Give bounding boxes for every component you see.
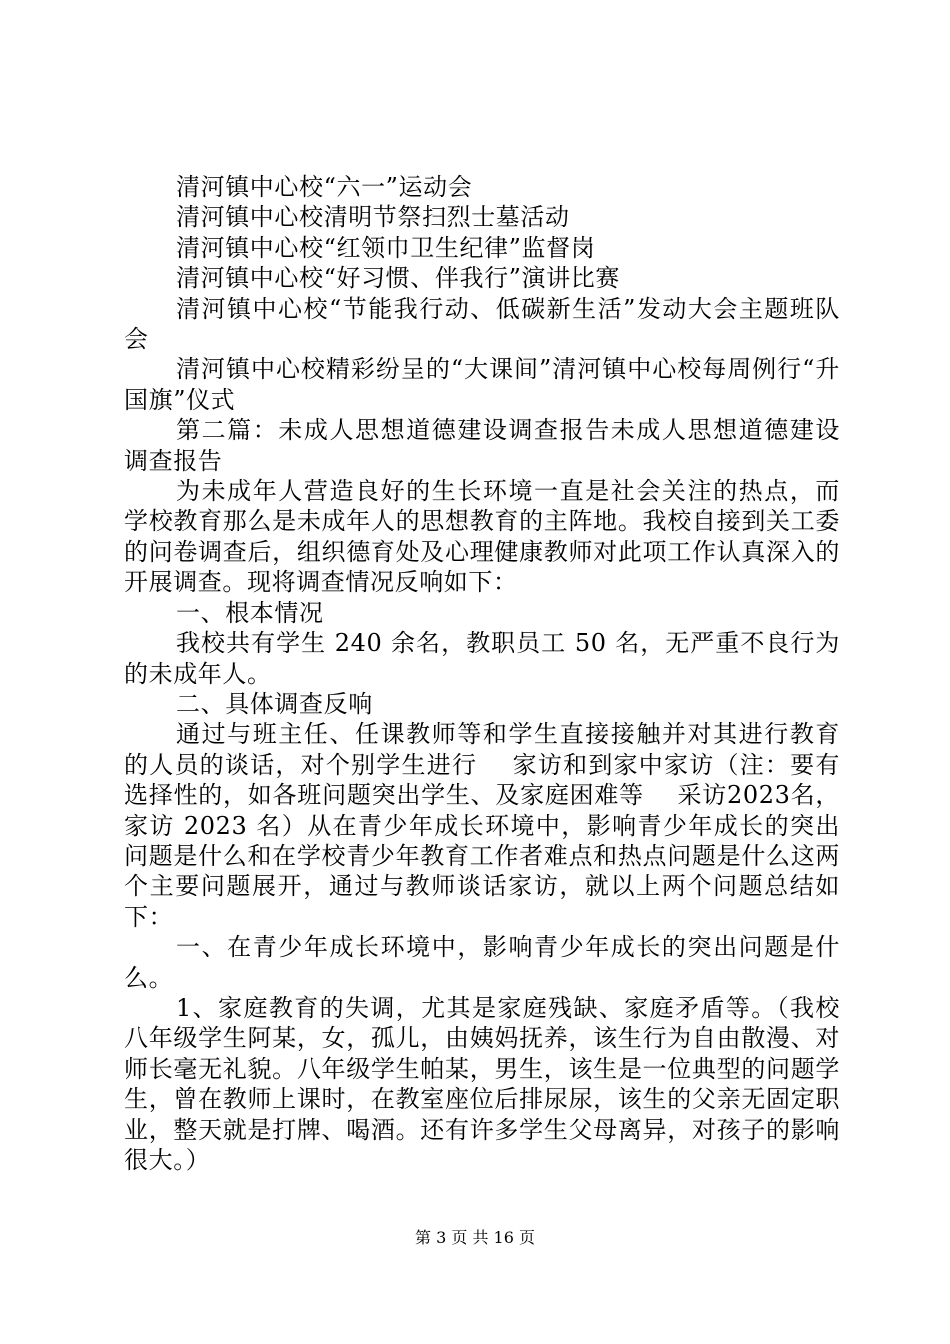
paragraph: 清河镇中心校“节能我行动、低碳新生活”发动大会主题班队会 [124,294,840,354]
paragraph: 通过与班主任、任课教师等和学生直接接触并对其进行教育的人员的谈话，对个别学生进行 家访和到家中家访（注：要有选择性的，如各班问题突出学生、及家庭困难等 采访2023名，家访 2023 名）从在青少年成长环境中，影响青少年成长的突出问题是什么和在学校青少年教育工作者难点和热点问题是什么这两个主要问题展开，通过与教师谈话家访，就以上两个问题总结如下： [124,720,840,931]
paragraph: 为未成年人营造良好的生长环境一直是社会关注的热点，而学校教育那么是未成年人的思想教育的主阵地。我校自接到关工委的问卷调查后，组织德育处及心理健康教师对此项工作认真深入的开展调查。现将调查情况反响如下： [124,477,840,597]
document-body [124,172,840,1175]
section-heading: 一、在青少年成长环境中，影响青少年成长的突出问题是什么。 [124,933,840,992]
section-heading: 一、根本情况 [176,598,324,627]
paragraph: 清河镇中心校“好习惯、伴我行”演讲比赛 [176,264,620,293]
paragraph: 清河镇中心校“红领巾卫生纪律”监督岗 [176,233,596,262]
paragraph: 清河镇中心校“六一”运动会 [176,173,473,201]
paragraph: 清河镇中心校精彩纷呈的“大课间”清河镇中心校每周例行“升国旗”仪式 [124,355,840,414]
page-number-footer: 第 3 页 共 16 页 [415,1228,535,1247]
section-heading: 第二篇：未成人思想道德建设调查报告未成人思想道德建设调查报告 [124,416,840,475]
section-heading: 二、具体调查反响 [176,689,373,718]
paragraph: 清河镇中心校清明节祭扫烈士墓活动 [176,203,570,232]
paragraph: 1、家庭教育的失调，尤其是家庭残缺、家庭矛盾等。（我校八年级学生阿某，女，孤儿，由姨妈抚养，该生行为自由散漫、对师长毫无礼貌。八年级学生帕某，男生，该生是一位典型的问题学生，曾在教师上课时，在教室座位后排尿尿，该生的父亲无固定职业，整天就是打牌、喝酒。还有许多学生父母离异，对孩子的影响很大。） [124,993,840,1174]
paragraph: 我校共有学生 240 余名，教职员工 50 名，无严重不良行为的未成年人。 [124,629,840,688]
